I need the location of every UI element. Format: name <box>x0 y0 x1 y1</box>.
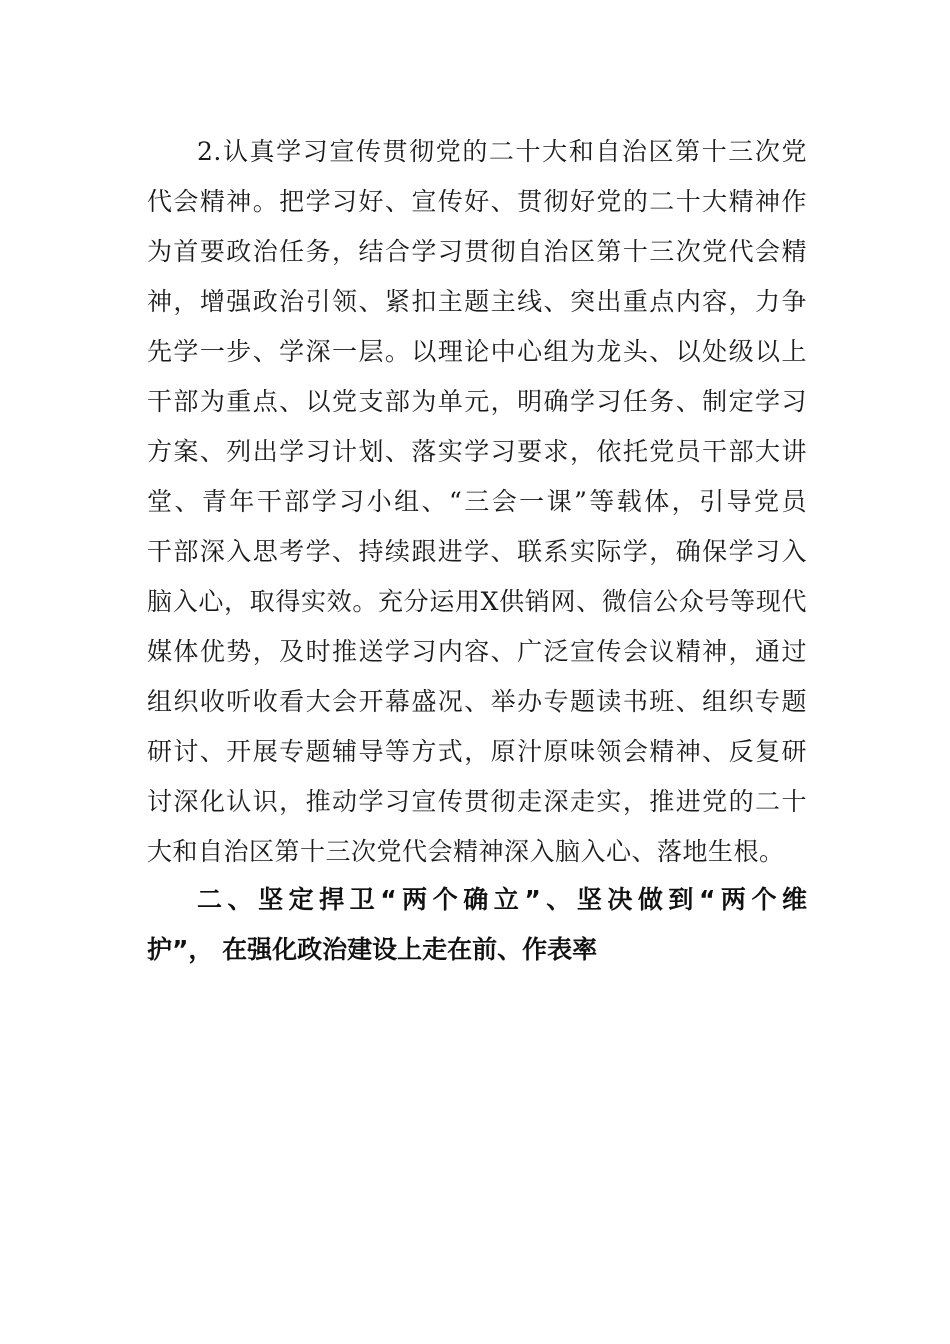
section-heading: 二、坚定捍卫“两个确立”、坚决做到“两个维 <box>197 885 807 914</box>
paragraph-line: 研讨、开展专题辅导等方式，原汁原味领会精神、反复研 <box>147 737 807 766</box>
paragraph-line: 干部为重点、以党支部为单元，明确学习任务、制定学习 <box>147 387 807 416</box>
section-heading: 护”， 在强化政治建设上走在前、作表率 <box>147 935 598 964</box>
paragraph-line: 讨深化认识，推动学习宣传贯彻走深走实，推进党的二十 <box>147 787 807 816</box>
paragraph-line: 为首要政治任务，结合学习贯彻自治区第十三次党代会精 <box>147 237 807 266</box>
paragraph-line: 组织收听收看大会开幕盛况、举办专题读书班、组织专题 <box>147 687 807 716</box>
paragraph-line: 2.认真学习宣传贯彻党的二十大和自治区第十三次党 <box>197 137 807 166</box>
paragraph-line: 神，增强政治引领、紧扣主题主线、突出重点内容，力争 <box>147 287 807 316</box>
paragraph-line: 方案、列出学习计划、落实学习要求，依托党员干部大讲 <box>147 437 807 466</box>
paragraph-line: 媒体优势，及时推送学习内容、广泛宣传会议精神，通过 <box>147 637 807 666</box>
paragraph-line: 脑入心，取得实效。充分运用X供销网、微信公众号等现代 <box>147 587 807 616</box>
paragraph-line: 大和自治区第十三次党代会精神深入脑入心、落地生根。 <box>147 837 785 866</box>
paragraph-line: 堂、青年干部学习小组、“三会一课”等载体，引导党员 <box>147 487 807 516</box>
paragraph-line: 干部深入思考学、持续跟进学、联系实际学，确保学习入 <box>147 537 807 566</box>
paragraph-line: 代会精神。把学习好、宣传好、贯彻好党的二十大精神作 <box>147 187 807 216</box>
paragraph-line: 先学一步、学深一层。以理论中心组为龙头、以处级以上 <box>147 337 807 366</box>
